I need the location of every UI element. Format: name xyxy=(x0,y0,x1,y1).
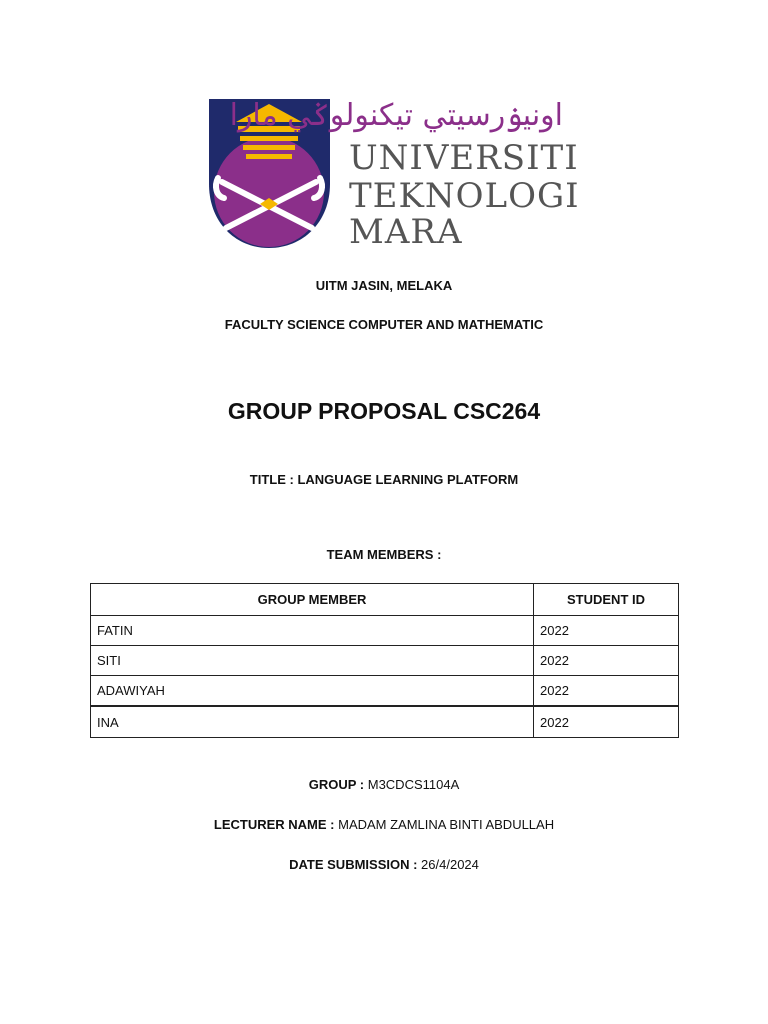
group-value: M3CDCS1104A xyxy=(367,777,460,792)
team-members-heading: TEAM MEMBERS : xyxy=(326,547,442,562)
logo-word-universiti: UNIVERSITI xyxy=(349,138,579,178)
lecturer-label: LECTURER NAME : xyxy=(213,817,335,832)
logo-word-mara: MARA xyxy=(349,212,463,252)
team-members-table xyxy=(90,583,679,738)
table-row xyxy=(91,646,679,676)
faculty-heading: FACULTY SCIENCE COMPUTER AND MATHEMATIC xyxy=(224,317,544,332)
document-title: GROUP PROPOSAL CSC264 xyxy=(227,398,541,424)
lecturer-info xyxy=(0,817,768,832)
member-name-cell: SITI xyxy=(91,646,534,676)
student-id-cell: 2022 xyxy=(534,706,679,738)
column-header-student-id: STUDENT ID xyxy=(534,584,679,616)
date-label: DATE SUBMISSION : xyxy=(289,857,418,872)
project-title: TITLE : LANGUAGE LEARNING PLATFORM xyxy=(249,472,519,487)
student-id-cell: 2022 xyxy=(534,646,679,676)
column-header-group-member: GROUP MEMBER xyxy=(91,584,534,616)
member-name-cell: ADAWIYAH xyxy=(91,676,534,707)
student-id-cell: 2022 xyxy=(534,676,679,707)
group-label: GROUP : xyxy=(308,777,365,792)
member-name-cell: FATIN xyxy=(91,616,534,646)
member-name-cell: INA xyxy=(91,706,534,738)
logo-word-teknologi: TEKNOLOGI xyxy=(349,176,580,216)
date-value: 26/4/2024 xyxy=(421,857,479,872)
table-header-row xyxy=(91,584,679,616)
table-row xyxy=(91,706,679,738)
table-row xyxy=(91,616,679,646)
lecturer-value: MADAM ZAMLINA BINTI ABDULLAH xyxy=(338,817,555,832)
student-id-cell: 2022 xyxy=(534,616,679,646)
date-info xyxy=(0,857,768,872)
campus-heading: UITM JASIN, MELAKA xyxy=(315,278,453,293)
group-info xyxy=(0,777,768,792)
uitm-logo xyxy=(208,98,580,252)
table-row xyxy=(91,676,679,707)
logo-jawi-text: اونيۏرسيتي تيكنولوݢي مارا xyxy=(229,98,563,133)
